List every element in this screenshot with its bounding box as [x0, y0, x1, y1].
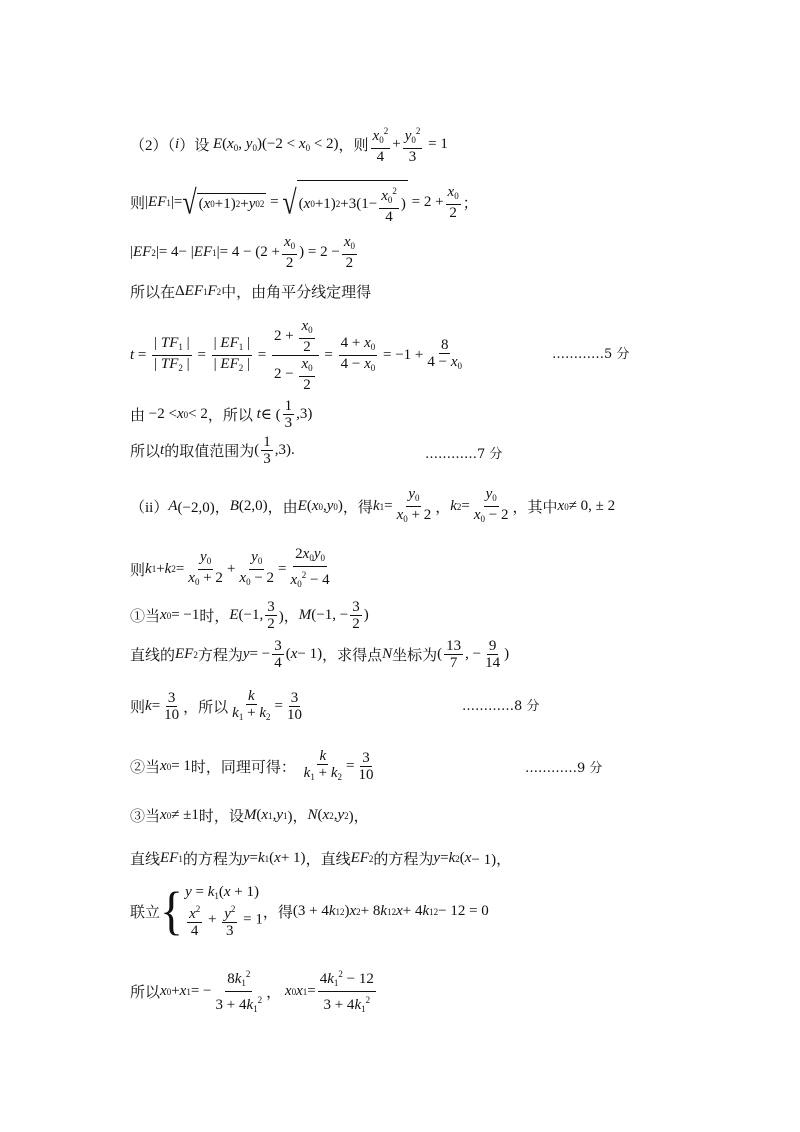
text: 所以 — [130, 444, 161, 460]
line-7: 所以 t 的取值范围为 ( $\frac{1}{3}$ ,3). — [130, 434, 295, 467]
line-2: 则 | EF 1 |= √ ( x 0 +1) 2 + y 0 2 = √ ( x 0 +1) 2 +3(1− $\frac{x_0^2}{4}$ ) = 2 + $\frac{x_0}{2}$ ； — [130, 180, 478, 225]
text: ①当 — [130, 609, 161, 625]
score-5: …………5 分 — [552, 347, 630, 362]
text: 方程为 — [197, 648, 243, 664]
line-17: 所以 x 0 + x 1 = − $\frac{8k_1^2}{3 + 4k_1^2}$ ， x 0 x 1 = $\frac{4k_1^2 - 12}{3 + 4k_1^2}$ — [130, 966, 378, 1017]
text: 则 — [130, 562, 146, 579]
line-5: t = $\frac{| TF_1 |}{| TF_2 |}$ = $\frac{| EF_1 |}{| EF_2 |}$ = 2 + $\frac{x_0}{2}$ 2 − $\frac{x_0}{2}$ = $\frac{4 + x_0}{4 - x_0}$ = −1 + $\frac{8}{4 - x_0}$ — [130, 318, 463, 393]
text: 则 — [130, 700, 146, 716]
line-3: | EF 2 |= 4− | EF 1 |= 4 − (2 + $\frac{x_0}{2}$ ) = 2 − $\frac{x_0}{2}$ — [130, 234, 356, 271]
line-10: ①当 x 0 = −1 时， E (−1, $\frac{3}{2}$ )， M (−1, − $\frac{3}{2}$ ) — [130, 599, 369, 632]
text: i — [175, 135, 180, 152]
text: ，所以 — [183, 700, 229, 716]
score-7: …………7 分 — [425, 447, 503, 462]
text: ，则 — [338, 137, 369, 154]
text: 的方程为 — [373, 852, 434, 868]
text: 的取值范围为 — [164, 444, 255, 460]
line-1: （2）（ i ）设 $E(x_0$, $y_0)(-2 < x_0 < 2)$ ，则 $\frac{x_0^2}{4}$ + $\frac{y_0^2}{3}$ = 1 — [130, 123, 448, 165]
text: 中，由角平分线定理得 — [221, 285, 372, 301]
line-16: 联立 { $y = k_1(x + 1)$ $\frac{x^2}{4}$ + $\frac{y^2}{3}$ = 1 ，得 (3 + 4 k 1 2 ) x 2 + 8 k 1 2 x + 4 k 1 2 − 12 = 0 — [130, 881, 489, 941]
line-4: 所以在 Δ EF 1 F 2 中，由角平分线定理得 — [130, 283, 372, 301]
text: ，由 — [267, 500, 298, 516]
text: 由 — [130, 408, 146, 424]
text: 所以在 — [130, 285, 176, 301]
text: 直线的 — [130, 648, 176, 664]
text: ，得 — [342, 500, 373, 516]
text: 直线 — [130, 852, 161, 868]
text: 时， — [199, 609, 230, 625]
line-11: 直线的 EF 2 方程为 y = − $\frac{3}{4}$ ( x − 1) ，求得点 N 坐标为 ( $\frac{13}{7}$ , − $\frac{9}{14}$ ) — [130, 638, 510, 671]
text: ）设 — [179, 137, 210, 154]
text: 所以 — [130, 985, 161, 1001]
text: ，所以 — [207, 408, 253, 424]
line-9: 则 k 1 + k 2 = $\frac{y_0}{x_0 + 2}$ + $\frac{y_0}{x_0 - 2}$ = $\frac{2x_0y_0}{x_0^2 - 4}$ — [130, 546, 330, 589]
text: 的方程为 — [182, 852, 243, 868]
text: （2）（ — [130, 137, 176, 154]
line-12: 则 k = $\frac{3}{10}$ ，所以 $\frac{k}{k_1 + k_2}$ = $\frac{3}{10}$ — [130, 688, 302, 723]
text: ，直线 — [305, 852, 351, 868]
text: ，求得点 — [322, 648, 383, 664]
score-8: …………8 分 — [462, 699, 540, 714]
line-14: ③当 x 0 ≠ ±1 时，设 M ( x 1 , y 1 )， N ( x 2 , y 2 )， — [130, 807, 369, 825]
text: （ii） — [130, 500, 169, 516]
score-9: …………9 分 — [525, 761, 603, 776]
line-8: （ii） A (−2,0)， B (2,0) ，由 E ( x 0 , y 0 ) ，得 k 1 = $\frac{y_0}{x_0 + 2}$ ， k 2 = $\frac{y_0}{x_0 - 2}$ ，其中 x 0 ≠ 0, ± 2 — [130, 486, 616, 524]
text: 时，设 — [198, 809, 244, 825]
text: 联立 — [130, 905, 161, 921]
line-15: 直线 EF 1 的方程为 y = k 1 ( x + 1) ，直线 EF 2 的方程为 y = k 2 ( x − 1)， — [130, 850, 512, 868]
text: 时，同理可得： — [190, 760, 296, 776]
line-6: 由 −2 < x 0 < 2 ，所以 t ∈ ( $\frac{1}{3}$ ,3) — [130, 398, 313, 431]
text: ，得 — [262, 905, 293, 921]
text: 坐标为 — [392, 648, 438, 664]
text: 则 — [130, 196, 146, 212]
text: ，其中 — [512, 500, 558, 516]
line-13: ②当 x 0 = 1 时，同理可得： $\frac{k}{k_1 + k_2}$ = $\frac{3}{10}$ — [130, 748, 374, 783]
text: ③当 — [130, 809, 161, 825]
text: ②当 — [130, 760, 161, 776]
